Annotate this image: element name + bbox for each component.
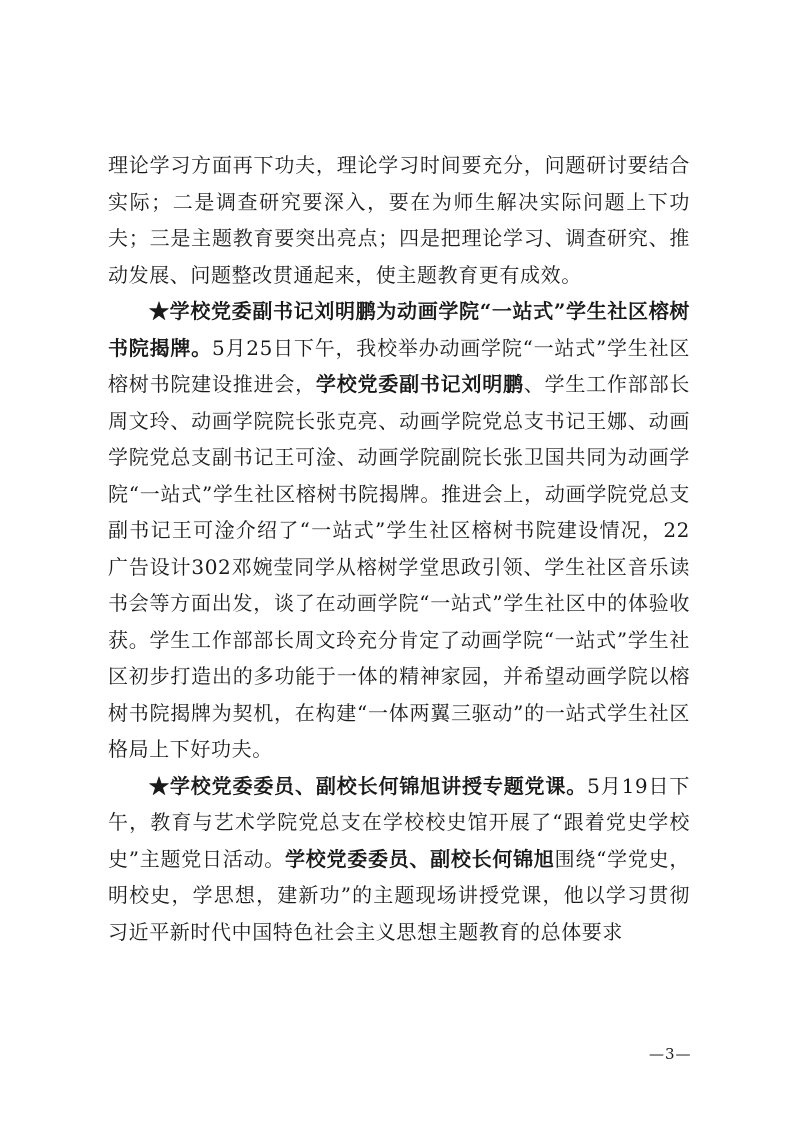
paragraph-news-item bbox=[108, 293, 690, 768]
paragraph-continuation bbox=[108, 147, 690, 293]
text-segment: 理论学习方面再下功夫，理论学习时间要充分，问题研讨要结合实际；二是调查研究要深入，要在为师生解决实际问题上下功夫；三是主题教育要突出亮点；四是把理论学习、调查研究、推动发展、问题整改贯通起来，使主题教育更有成效。 bbox=[108, 153, 690, 287]
body-text bbox=[108, 147, 690, 950]
news-headline: ★学校党委副书记刘明鹏为动画学院“一站式”学生社区榕树书院揭牌。 bbox=[108, 299, 690, 360]
page-number: —3— bbox=[649, 1045, 692, 1063]
text-segment: 、学生工作部部长周文玲、动画学院院长张克亮、动画学院党总支书记王娜、动画学院党总支副书记王可淦、动画学院副院长张卫国共同为动画学院“一站式”学生社区榕树书院揭牌。推进会上，动画学院党总支副书记王可淦介绍了“一站式”学生社区榕树书院建设情况，22广告设计302邓婉莹同学从榕树学堂思政引领、学生社区音乐读书会等方面出发，谈了在动画学院“一站式”学生社区中的体验收获。学生工作部部长周文玲充分肯定了动画学院“一站式”学生社区初步打造出的多功能于一体的精神家园，并希望动画学院以榕树书院揭牌为契机，在构建“一体两翼三驱动”的一站式学生社区格局上下好功夫。 bbox=[108, 372, 690, 761]
text-segment: 围绕“学党史，明校史，学思想，建新功”的主题现场讲授党课，他以学习贯彻习近平新时代中国特色社会主义思想主题教育的总体要求 bbox=[108, 846, 690, 944]
text-segment: 5月25日下午，我校举办动画学院“一站式”学生社区榕树书院建设推进会， bbox=[108, 335, 691, 396]
news-headline: ★学校党委委员、副校长何锦旭讲授专题党课。 bbox=[149, 773, 588, 798]
bold-name: 学校党委委员、副校长何锦旭 bbox=[284, 846, 555, 871]
text-segment: 5月19日下午，教育与艺术学院党总支在学校校史馆开展了“跟着党史学校史”主题党日活动。 bbox=[108, 773, 690, 871]
bold-name: 学校党委副书记刘明鹏 bbox=[315, 372, 524, 396]
paragraph-news-item bbox=[108, 768, 690, 951]
